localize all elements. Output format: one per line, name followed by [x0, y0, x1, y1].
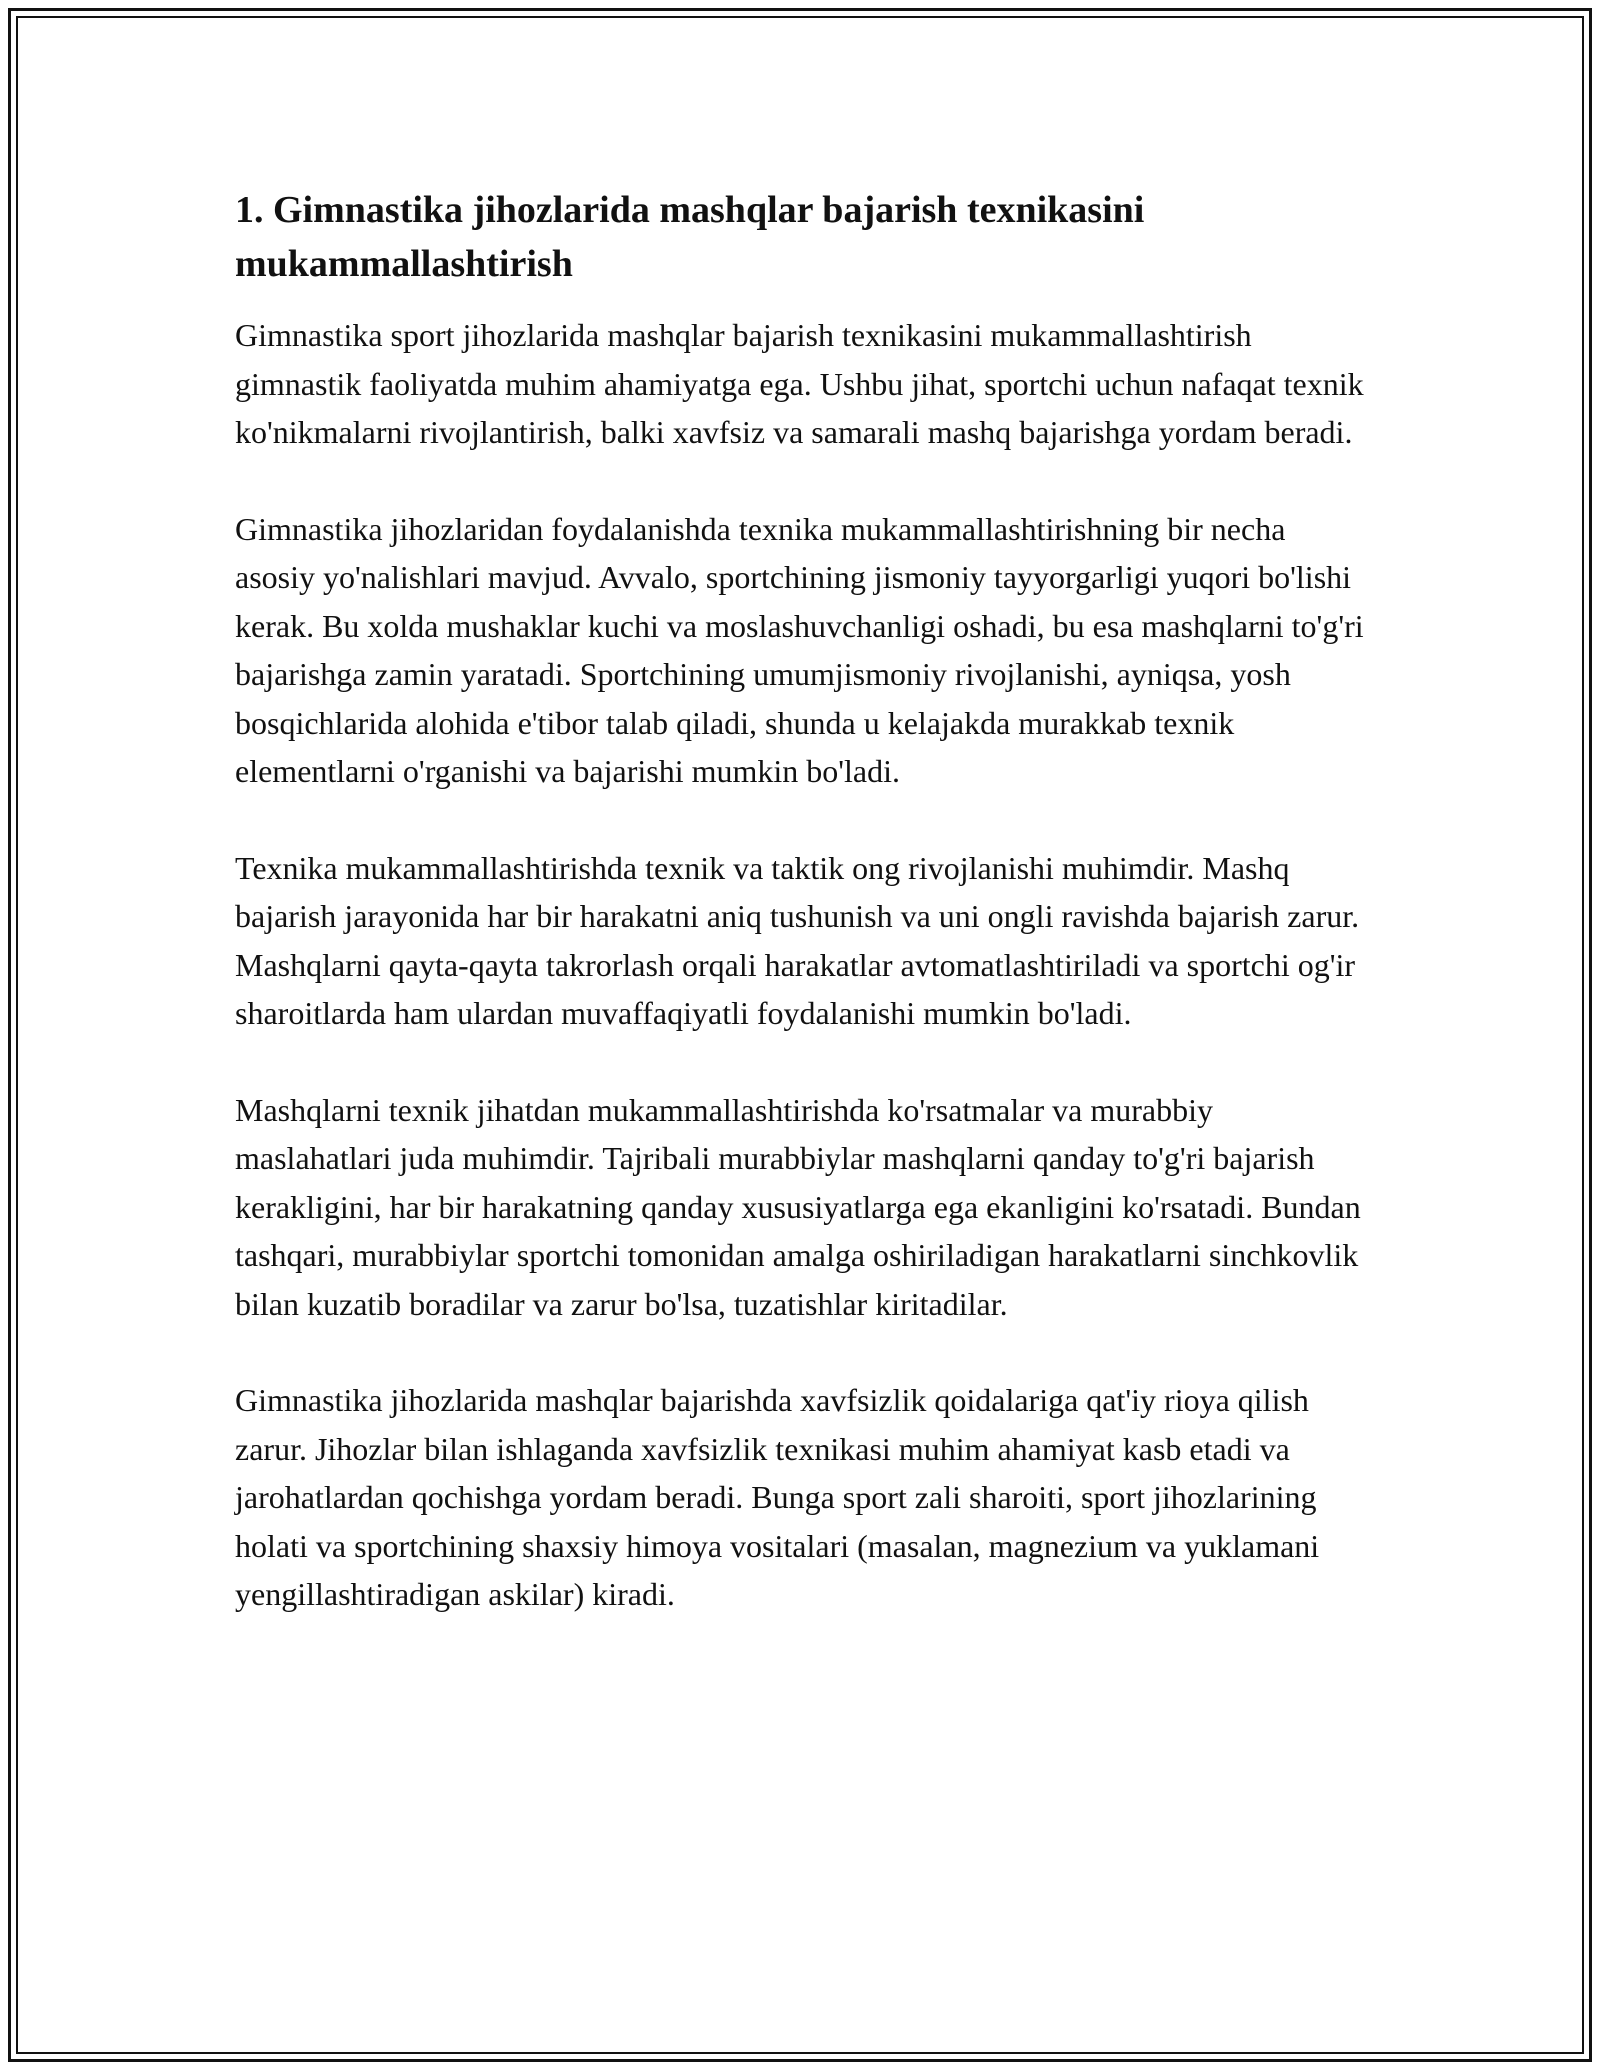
paragraph-5: Gimnastika jihozlarida mashqlar bajarishda xavfsizlik qoidalariga qat'iy rioya qilish zarur. Jihozlar bilan ishlaganda xavfsizlik texnikasi muhim ahamiyat kasb etadi va jarohatlardan qochishga yordam beradi. Bunga sport zali sharoiti, sport jihozlarining holati va sportchining shaxsiy himoya vositalari (masalan, magnezium va yuklamani yengillashtiradigan askilar) kiradi. [235, 1382, 1320, 1612]
paragraph-2: Gimnastika jihozlaridan foydalanishda texnika mukammallashtirishning bir necha asosiy yo'nalishlari mavjud. Avvalo, sportchining jismoniy tayyorgarligi yuqori bo'lishi kerak. Bu xolda mushaklar kuchi va moslashuvchanligi oshadi, bu esa mashqlarni to'g'ri bajarishga zamin yaratadi. Sportchining umumjismoniy rivojlanishi, ayniqsa, yosh bosqichlarida alohida e'tibor talab qiladi, shunda u kelajakda murakkab texnik elementlarni o'rganishi va bajarishi mumkin bo'ladi. [235, 510, 1364, 789]
section-heading: 1. Gimnastika jihozlarida mashqlar bajarish texnikasini mukammallashtirish [235, 189, 1145, 285]
paragraph-1: Gimnastika sport jihozlarida mashqlar bajarish texnikasini mukammallashtirish gimnastik faoliyatda muhim ahamiyatga ega. Ushbu jihat, sportchi uchun nafaqat texnik ko'nikmalarni rivojlantirish, balki xavfsiz va samarali mashq bajarishga yordam beradi. [235, 317, 1364, 450]
paragraph-4: Mashqlarni texnik jihatdan mukammallashtirishda ko'rsatmalar va murabbiy maslahatlari juda muhimdir. Tajribali murabbiylar mashqlarni qanday to'g'ri bajarish kerakligini, har bir harakatning qanday xususiyatlarga ega ekanligini ko'rsatadi. Bundan tashqari, murabbiylar sportchi tomonidan amalga oshiriladigan harakatlarni sinchkovlik bilan kuzatib boradilar va zarur bo'lsa, tuzatishlar kiritadilar. [235, 1091, 1361, 1322]
document-body [235, 183, 1365, 1667]
paragraph-3: Texnika mukammallashtirishda texnik va taktik ong rivojlanishi muhimdir. Mashq bajarish jarayonida har bir harakatni aniq tushunish va uni ongli ravishda bajarish zarur. Mashqlarni qayta-qayta takrorlash orqali harakatlar avtomatlashtiriladi va sportchi og'ir sharoitlarda ham ulardan muvaffaqiyatli foydalanishi mumkin bo'ladi. [235, 849, 1360, 1031]
